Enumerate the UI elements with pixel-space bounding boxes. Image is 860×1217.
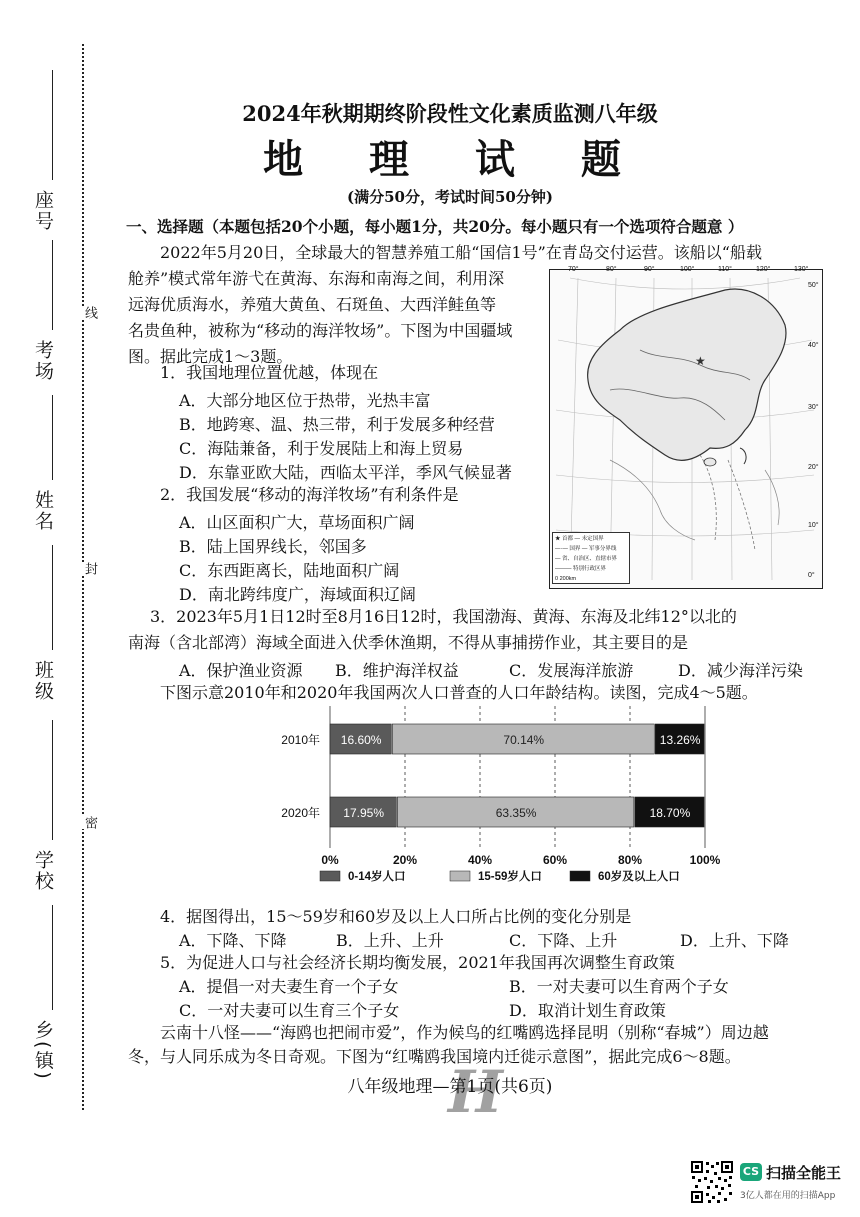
lat-40: 40° [808,342,819,349]
township-field[interactable] [52,905,53,1010]
q5-option-b: B．一对夫妻可以生育两个子女 [509,977,729,996]
q4-stem: 4．据图得出，15～59岁和60岁及以上人口所占比例的变化分别是 [160,907,632,926]
paper-version-mark: H [448,1058,503,1126]
legend-label: 60岁及以上人口 [598,871,680,883]
q4-option-b: B．上升、上升 [336,931,444,950]
exam-room-label: 考场 [32,340,54,382]
x-tick-label: 0% [321,853,339,867]
intro-line-5: 图。据此完成1～3题。 [128,347,293,366]
x-tick-label: 20% [392,853,418,867]
lon-110: 110° [718,266,732,273]
scanner-app-name: 扫描全能王 [766,1164,842,1182]
legend-swatch [570,871,590,881]
lon-70: 70° [568,266,579,273]
exam-room-field[interactable] [52,240,53,330]
school-field[interactable] [52,720,53,840]
legend-line-2: —·— 国界 — 军事分界线 [555,546,617,552]
township-label: 乡(镇) [32,1020,54,1081]
legend-label: 15-59岁人口 [478,871,542,883]
lat-10: 10° [808,522,819,529]
population-age-structure-chart [250,700,730,900]
scanner-logo-icon: CS [740,1163,762,1181]
lat-50: 50° [808,282,819,289]
q3-stem-2: 南海（含北部湾）海域全面进入伏季休渔期，不得从事捕捞作业，其主要目的是 [128,633,689,652]
name-label: 姓名 [32,490,54,532]
class-field[interactable] [52,545,53,650]
svg-text:★: ★ [695,354,706,368]
binding-mark-line: 线 [82,306,97,319]
x-tick-label: 100% [689,853,721,867]
legend-label: 0-14岁人口 [348,871,406,883]
q2-option-d: D．南北跨纬度广，海域面积辽阔 [179,585,416,604]
q3-option-d: D．减少海洋污染 [678,661,803,680]
data-label: 70.14% [503,733,545,747]
q1-stem: 1．我国地理位置优越，体现在 [160,363,379,382]
data-label: 13.26% [659,733,701,747]
legend-line-1: ★ 首都 — 未定国界 [555,536,604,542]
category-label: 2020年 [281,806,320,820]
lat-0: 0° [808,572,815,579]
q4-option-a: A．下降、下降 [179,931,287,950]
q5-option-c: C．一对夫妻可以生育三个子女 [179,1001,400,1020]
q1-option-c: C．海陆兼备，利于发展陆上和海上贸易 [179,439,464,458]
intro-q6-8-line-1: 云南十八怪——“海鸥也把闹市爱”，作为候鸟的红嘴鸥选择昆明（别称“春城”）周边越 [160,1023,769,1042]
section-heading: 一、选择题（本题包括20个小题，每小题1分，共20分。每小题只有一个选项符合题意 ） [126,217,744,236]
binding-mark-secret: 密 [82,816,97,829]
exam-note: (满分50分，考试时间50分钟) [347,188,553,206]
intro-line-2: 舱养”模式常年游弋在黄海、东海和南海之间，利用深 [128,269,505,288]
lon-100: 100° [680,266,695,273]
q5-stem: 5．为促进人口与社会经济长期均衡发展，2021年我国再次调整生育政策 [160,953,675,972]
category-label: 2010年 [281,733,320,747]
intro-line-4: 名贵鱼种，被称为“移动的海洋牧场”。下图为中国疆域 [128,321,513,340]
lon-120: 120° [756,266,771,273]
q1-option-d: D．东靠亚欧大陆，西临太平洋，季风气候显著 [179,463,512,482]
q3-option-c: C．发展海洋旅游 [509,661,634,680]
legend-line-3: — 省、自治区、直辖市界 [555,556,618,562]
q3-stem-1: 3．2023年5月1日12时至8月16日12时，我国渤海、黄海、东海及北纬12°以北的 [150,607,737,626]
data-label: 17.95% [343,806,385,820]
map-legend [552,532,630,584]
q2-option-a: A．山区面积广大，草场面积广阔 [179,513,415,532]
q2-stem: 2．我国发展“移动的海洋牧场”有利条件是 [160,485,459,504]
legend-line-4: ——— 特别行政区界 [555,566,607,572]
q1-option-a: A．大部分地区位于热带，光热丰富 [179,391,431,410]
x-tick-label: 80% [617,853,643,867]
scanner-tagline: 3亿人都在用的扫描App [740,1191,836,1201]
q3-option-a: A．保护渔业资源 [179,661,303,680]
exam-title: 地 理 试 题 [263,136,647,183]
seat-number-label: 座号 [32,190,54,232]
q3-option-b: B．维护海洋权益 [335,661,459,680]
intro-q6-8-line-2: 冬，与人同乐成为冬日奇观。下图为“红嘴鸥我国境内迁徙示意图”，据此完成6～8题。 [128,1047,741,1066]
q2-option-c: C．东西距离长，陆地面积广阔 [179,561,400,580]
page-footer: 八年级地理—第1页(共6页) [347,1077,553,1097]
qr-code-icon [690,1160,734,1204]
x-tick-label: 60% [542,853,568,867]
q5-option-d: D．取消计划生育政策 [509,1001,666,1020]
legend-scale: 0 200km [555,576,577,582]
intro-line-3: 远海优质海水，养殖大黄鱼、石斑鱼、大西洋鲑鱼等 [128,295,497,314]
china-territory-map [549,266,823,589]
chart-svg [250,700,730,900]
name-field[interactable] [52,395,53,480]
lat-20: 20° [808,464,819,471]
q2-option-b: B．陆上国界线长，邻国多 [179,537,367,556]
q5-option-a: A．提倡一对夫妻生育一个子女 [179,977,399,996]
x-tick-label: 40% [467,853,493,867]
data-label: 18.70% [649,806,691,820]
school-label: 学校 [32,850,54,892]
exam-subtitle: 2024年秋期期终阶段性文化素质监测八年级 [242,101,658,126]
q4-option-c: C．下降、上升 [509,931,618,950]
class-label: 班级 [32,660,54,702]
binding-mark-seal: 封 [82,562,97,575]
q1-option-b: B．地跨寒、温、热三带，利于发展多种经营 [179,415,495,434]
lon-130: 130° [794,266,809,273]
lat-30: 30° [808,404,819,411]
legend-swatch [450,871,470,881]
q4-option-d: D．上升、下降 [680,931,789,950]
legend-swatch [320,871,340,881]
lon-90: 90° [644,266,655,273]
map-longitude-labels [568,266,818,273]
intro-line-1: 2022年5月20日，全球最大的智慧养殖工船“国信1号”在青岛交付运营。该船以“船载 [160,243,762,262]
lon-80: 80° [606,266,617,273]
data-label: 16.60% [340,733,382,747]
data-label: 63.35% [495,806,537,820]
intro-q4-5: 下图示意2010年和2020年我国两次人口普查的人口年龄结构。读图，完成4～5题。 [160,683,758,702]
